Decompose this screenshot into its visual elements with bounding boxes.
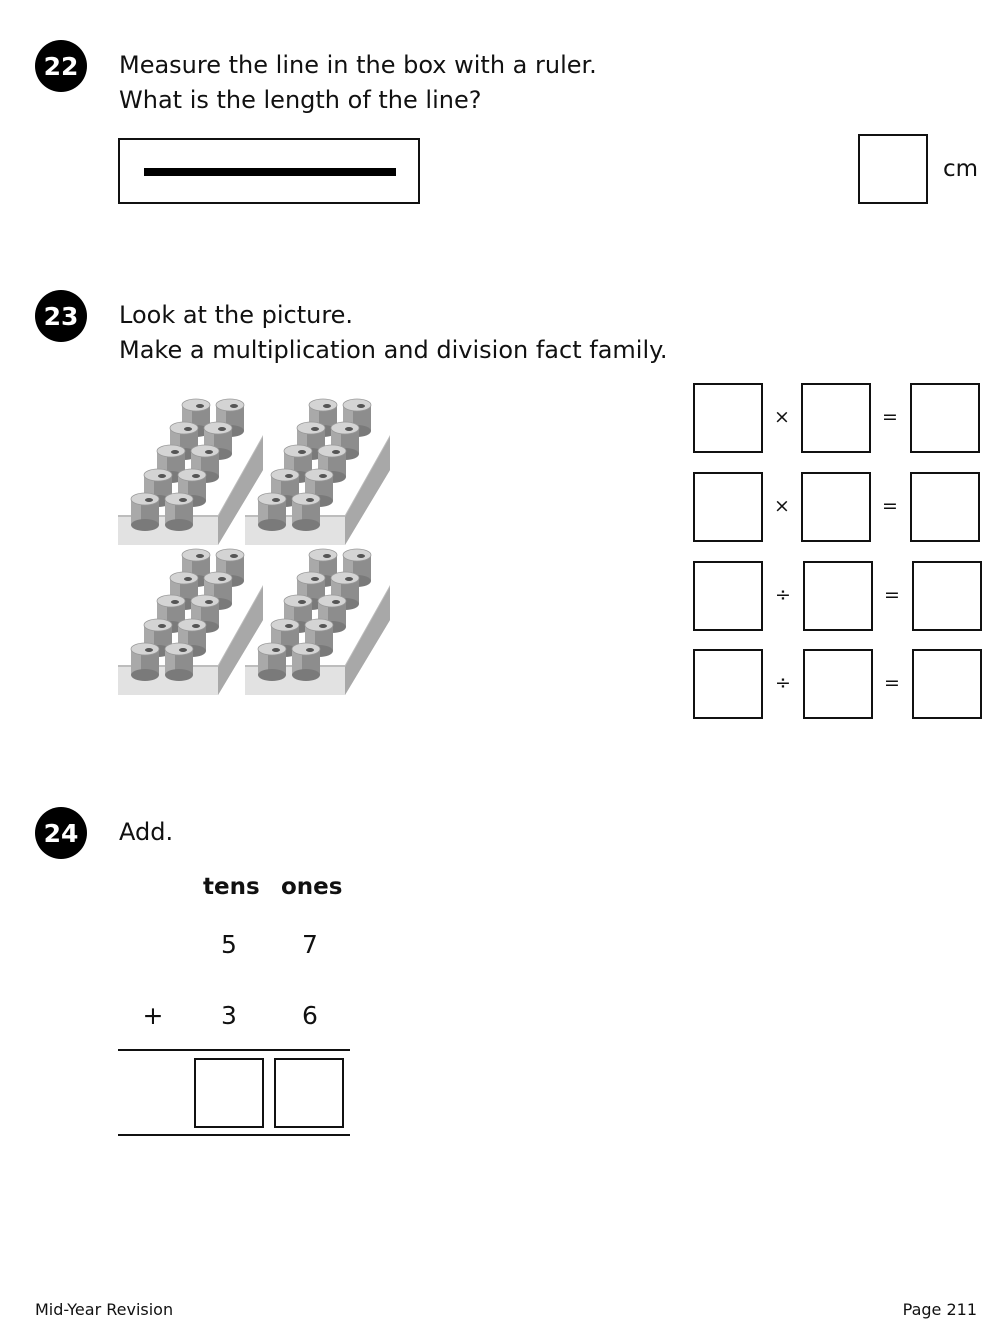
- fact-row-3-box-2[interactable]: [803, 561, 873, 631]
- question-22-line-2: What is the length of the line?: [119, 86, 482, 114]
- equals-sign: =: [884, 672, 900, 694]
- plus-sign: +: [142, 1001, 164, 1030]
- addend-2-tens: 3: [221, 1001, 237, 1030]
- brick-1: [118, 399, 263, 545]
- fact-row-2-box-1[interactable]: [693, 472, 763, 542]
- fact-row-2-box-3[interactable]: [910, 472, 980, 542]
- question-number-22: 22: [35, 40, 87, 92]
- sum-line-bottom: [118, 1134, 350, 1136]
- fact-row-4-box-3[interactable]: [912, 649, 982, 719]
- fact-row-3-box-1[interactable]: [693, 561, 763, 631]
- fact-row-1-box-2[interactable]: [801, 383, 871, 453]
- question-23-line-2: Make a multiplication and division fact family.: [119, 336, 668, 364]
- brick-2: [245, 399, 390, 545]
- divide-sign: ÷: [775, 584, 791, 606]
- question-24-instruction: Add.: [119, 818, 174, 846]
- sum-line-top: [118, 1049, 350, 1051]
- measuring-box: [118, 138, 420, 204]
- addend-1-ones: 7: [302, 930, 318, 959]
- answer-box-ones[interactable]: [274, 1058, 344, 1128]
- bricks-picture: [110, 395, 410, 705]
- question-number-23: 23: [35, 290, 87, 342]
- column-header-tens: tens: [203, 874, 260, 900]
- question-number-24: 24: [35, 807, 87, 859]
- equals-sign: =: [882, 495, 898, 517]
- fact-row-2-box-2[interactable]: [801, 472, 871, 542]
- addend-2-ones: 6: [302, 1001, 318, 1030]
- divide-sign: ÷: [775, 672, 791, 694]
- footer-title: Mid-Year Revision: [35, 1300, 174, 1319]
- question-22-line-1: Measure the line in the box with a ruler.: [119, 51, 597, 79]
- brick-4: [245, 549, 390, 695]
- fact-row-4-box-1[interactable]: [693, 649, 763, 719]
- question-23-line-1: Look at the picture.: [119, 301, 354, 329]
- answer-box-tens[interactable]: [194, 1058, 264, 1128]
- answer-box-length[interactable]: [858, 134, 928, 204]
- multiply-sign: ×: [774, 406, 790, 428]
- addend-1-tens: 5: [221, 930, 237, 959]
- fact-row-4-box-2[interactable]: [803, 649, 873, 719]
- fact-row-1-box-1[interactable]: [693, 383, 763, 453]
- page-number: Page 211: [902, 1300, 977, 1319]
- unit-label: cm: [943, 156, 979, 182]
- fact-row-3-box-3[interactable]: [912, 561, 982, 631]
- multiply-sign: ×: [774, 495, 790, 517]
- brick-3: [118, 549, 263, 695]
- fact-row-1-box-3[interactable]: [910, 383, 980, 453]
- equals-sign: =: [884, 584, 900, 606]
- equals-sign: =: [882, 406, 898, 428]
- column-header-ones: ones: [281, 874, 343, 900]
- line-to-measure: [144, 168, 396, 176]
